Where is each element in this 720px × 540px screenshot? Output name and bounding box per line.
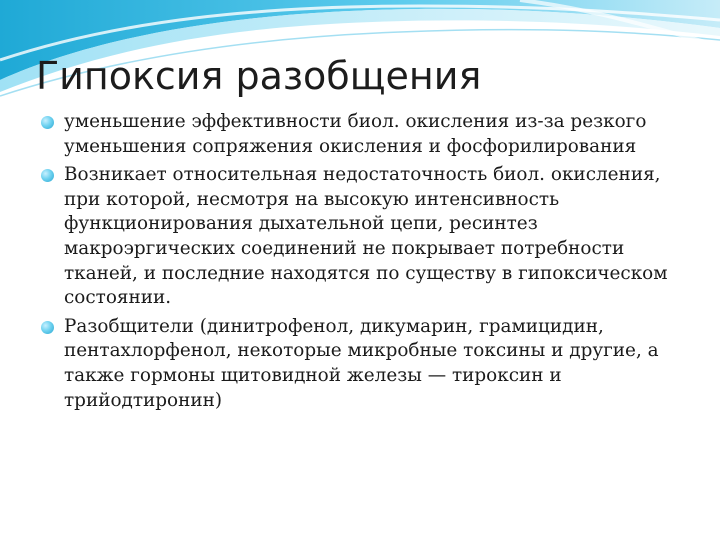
bullet-text: Разобщители (динитрофенол, дикумарин, грамицидин, пентахлорфенол, некоторые микробные токсины и другие, а также гормоны щитовидной железы — тироксин и трийодтиронин) <box>64 315 659 411</box>
bullet-item <box>40 315 680 413</box>
circle-bullet-icon <box>41 116 54 129</box>
bullet-list <box>40 110 680 417</box>
bullet-text: Возникает относительная недостаточность биол. окисления, при которой, несмотря на высокую интенсивность функционирования дыхательной цепи, ресинтез макроэргических соединений не покрывает потребности тканей, и последние находятся по существу в гипоксическом состоянии. <box>64 164 668 309</box>
circle-bullet-icon <box>41 169 54 182</box>
bullet-item <box>40 163 680 311</box>
bullet-text: уменьшение эффективности биол. окисления из-за резкого уменьшения сопряжения окисления и фосфорилирования <box>64 111 647 157</box>
bullet-item <box>40 110 680 159</box>
slide-title: Гипоксия разобщения <box>36 54 482 98</box>
circle-bullet-icon <box>41 321 54 334</box>
